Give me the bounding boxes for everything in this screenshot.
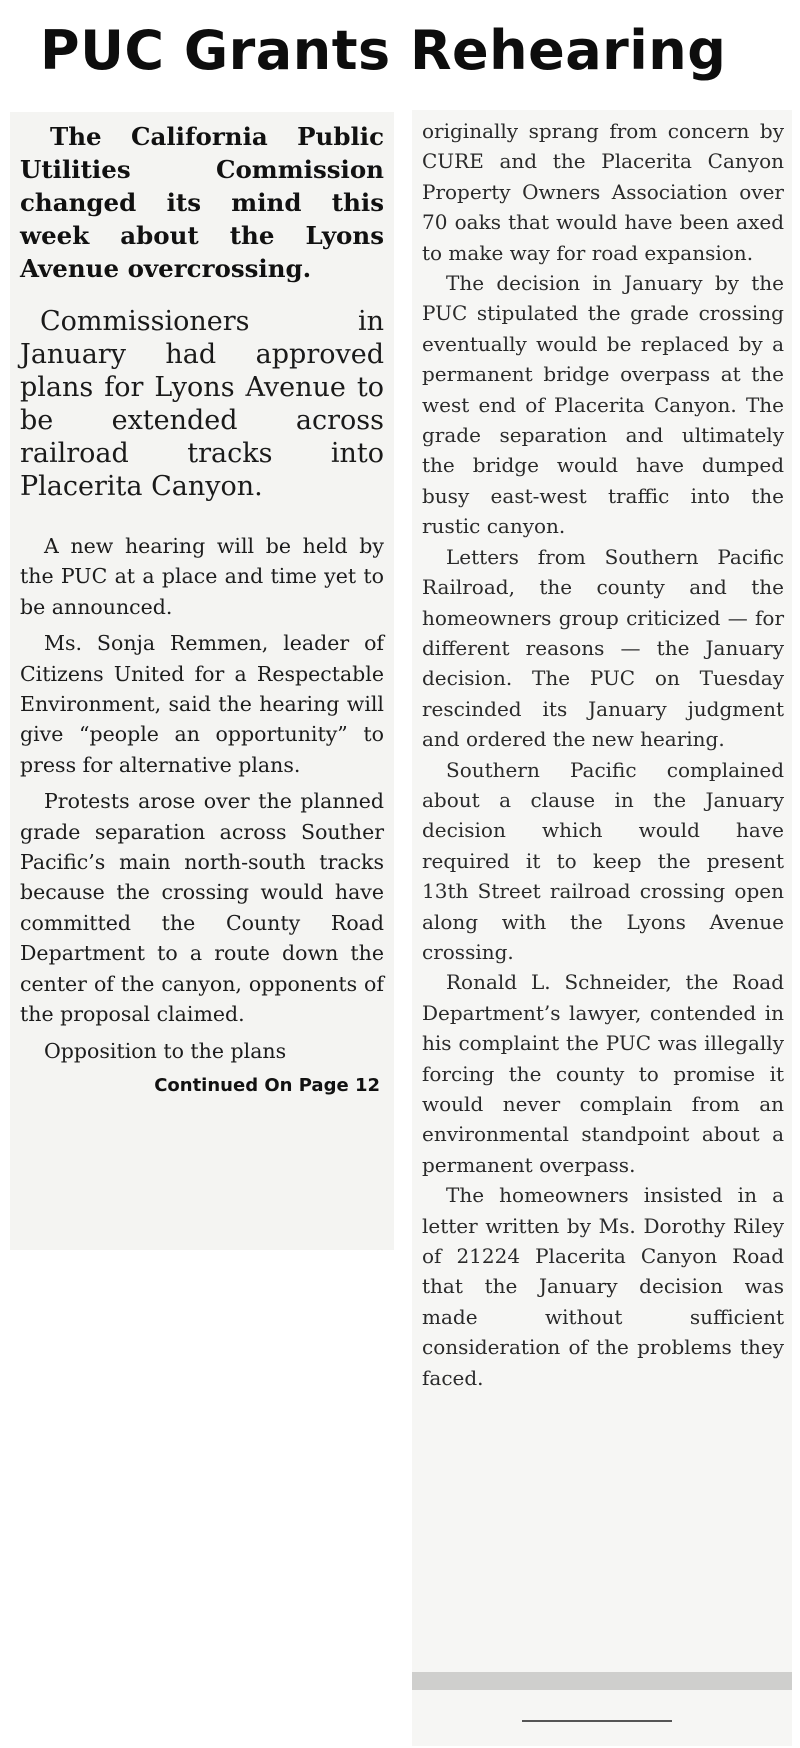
continued-on-page-link[interactable]: Continued On Page 12: [154, 1074, 380, 1096]
kicker-paragraph: Commissioners in January had approved plans for Lyons Avenue to be extended across railroad tracks into Placerita Canyon.: [20, 306, 384, 502]
body-paragraph: The homeowners insisted in a letter written by Ms. Dorothy Riley of 21224 Placerita Canyon Road that the January decision was made without sufficient consideration of the problems they faced.: [422, 1183, 784, 1390]
body-paragraph: Ms. Sonja Remmen, leader of Citizens United for a Respectable Environment, said the hearing will give “people an opportunity” to press for alternative plans.: [20, 631, 384, 777]
end-rule-divider: [522, 1720, 672, 1722]
body-paragraph: Protests arose over the planned grade separation across Souther Pacific’s main north-south tracks because the crossing would have committed the County Road Department to a route down the center of the canyon, opponents of the proposal claimed.: [20, 789, 384, 1027]
body-paragraph: originally sprang from concern by CURE and the Placerita Canyon Property Owners Association over 70 oaks that would have been axed to make way for road expansion.: [422, 119, 784, 265]
body-paragraph: Ronald L. Schneider, the Road Department’s lawyer, contended in his complaint the PUC was illegally forcing the county to promise it would never complain from an environmental standpoint about a permanent overpass.: [422, 970, 784, 1177]
column-footer-bar: [412, 1672, 792, 1690]
right-column: [412, 110, 792, 1746]
lead-paragraph: The California Public Utilities Commission changed its mind this week about the Lyons Avenue overcrossing.: [20, 122, 384, 283]
body-paragraph: Southern Pacific complained about a clause in the January decision which would have required it to keep the present 13th Street railroad crossing open along with the Lyons Avenue crossing.: [422, 757, 784, 964]
body-paragraph: Letters from Southern Pacific Railroad, the county and the homeowners group criticized — for different reasons — the January decision. The PUC on Tuesday rescinded its January judgment and ordered the new hearing.: [422, 544, 784, 752]
left-column: [10, 112, 394, 1250]
body-paragraph: Opposition to the plans: [44, 1038, 287, 1063]
body-paragraph: The decision in January by the PUC stipulated the grade crossing eventually would be replaced by a permanent bridge overpass at the west end of Placerita Canyon. The grade separation and ultimately the bridge would have dumped busy east-west traffic into the rustic canyon.: [422, 271, 784, 539]
headline: PUC Grants Rehearing: [40, 19, 727, 82]
body-paragraph: A new hearing will be held by the PUC at a place and time yet to be announced.: [20, 534, 384, 619]
